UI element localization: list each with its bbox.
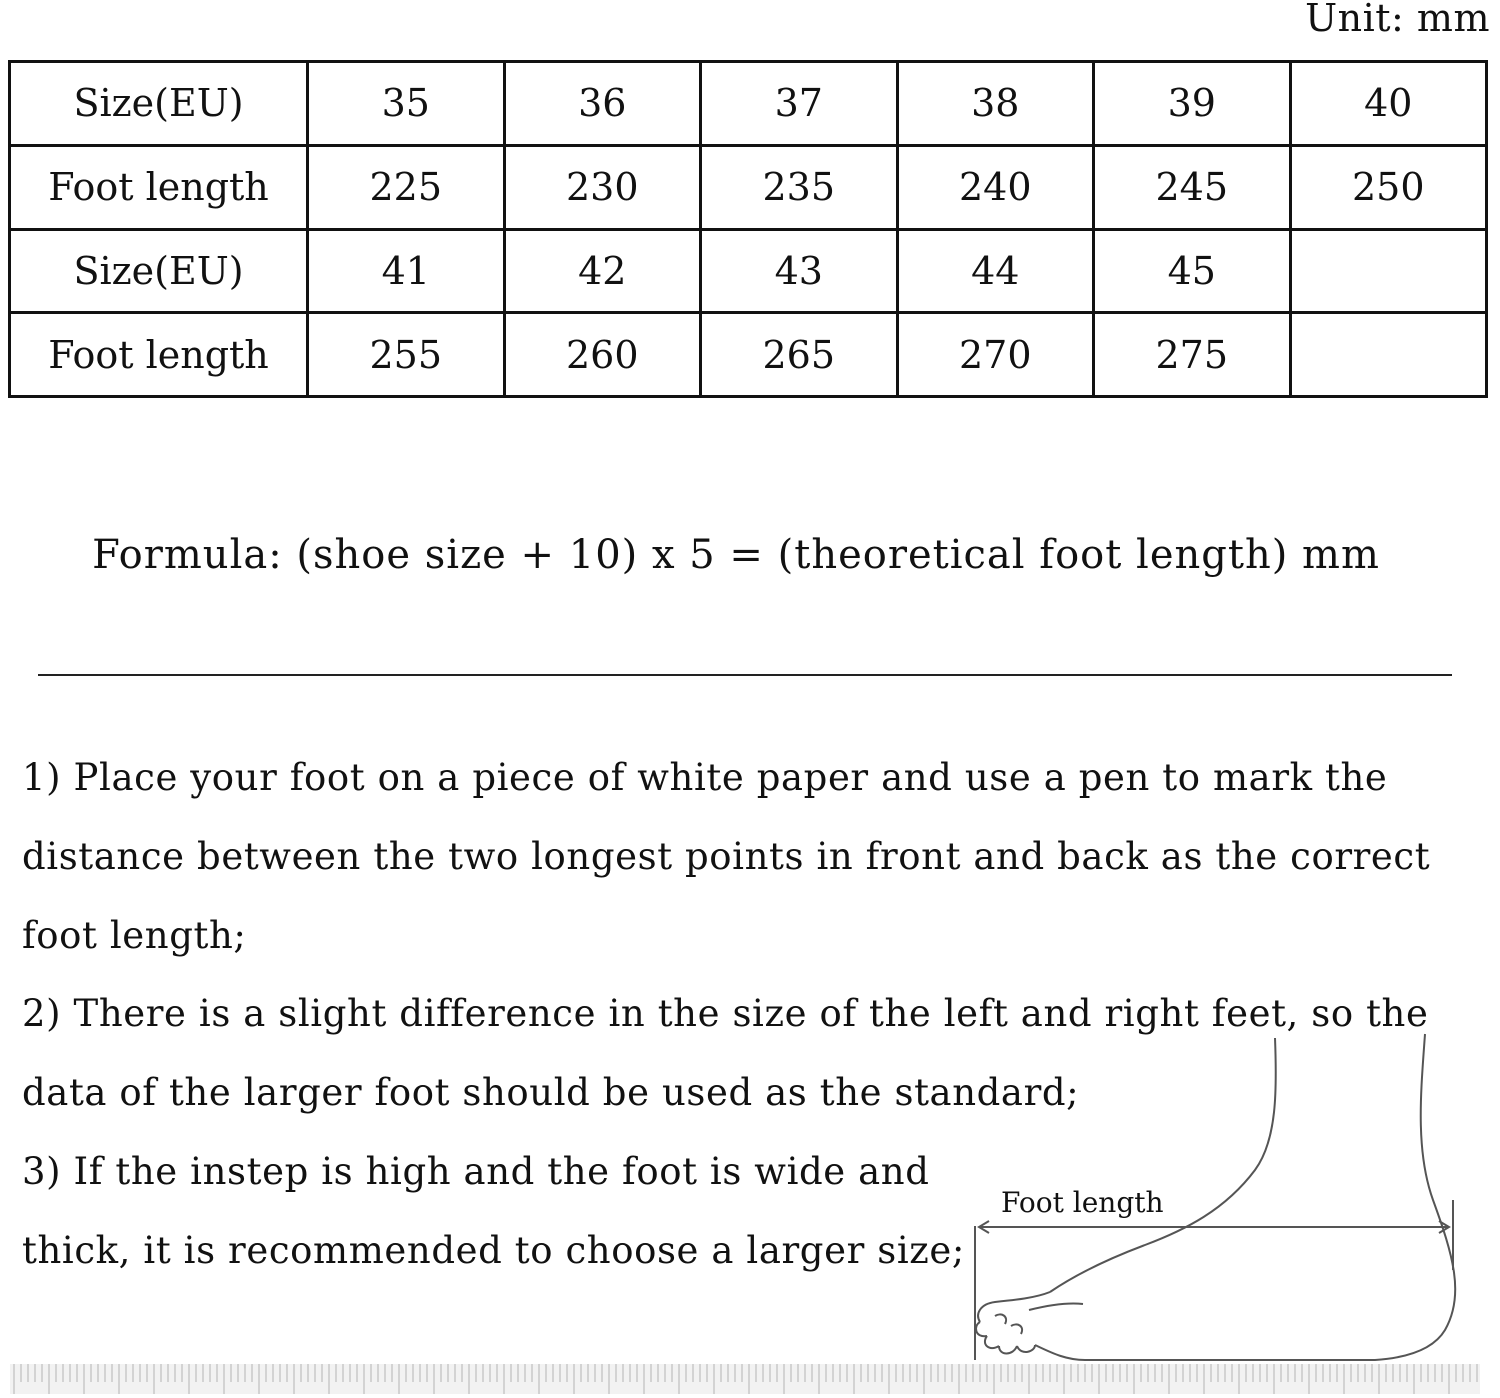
table-cell: 39 bbox=[1094, 62, 1291, 146]
table-cell: 260 bbox=[504, 313, 701, 397]
table-cell: 37 bbox=[701, 62, 898, 146]
table-row bbox=[10, 313, 1487, 397]
unit-label: Unit: mm bbox=[1305, 0, 1490, 40]
table-cell: 265 bbox=[701, 313, 898, 397]
row-header: Foot length bbox=[10, 313, 308, 397]
table-cell: 240 bbox=[897, 145, 1094, 229]
table-cell: 235 bbox=[701, 145, 898, 229]
row-header: Foot length bbox=[10, 145, 308, 229]
instruction-line: 3) If the instep is high and the foot is wide and bbox=[22, 1150, 930, 1193]
table-row bbox=[10, 145, 1487, 229]
table-cell: 250 bbox=[1290, 145, 1487, 229]
instruction-line: 1) Place your foot on a piece of white paper and use a pen to mark the bbox=[22, 756, 1388, 799]
row-header: Size(EU) bbox=[10, 229, 308, 313]
instruction-line: distance between the two longest points in front and back as the correct bbox=[22, 835, 1431, 878]
table-cell: 225 bbox=[308, 145, 505, 229]
table-cell: 41 bbox=[308, 229, 505, 313]
table-cell: 45 bbox=[1094, 229, 1291, 313]
instruction-line: 2) There is a slight difference in the size of the left and right feet, so the bbox=[22, 992, 1429, 1035]
table-row bbox=[10, 229, 1487, 313]
table-cell: 42 bbox=[504, 229, 701, 313]
divider bbox=[38, 674, 1452, 676]
table-cell: 270 bbox=[897, 313, 1094, 397]
formula-text: Formula: (shoe size + 10) x 5 = (theoretical foot length) mm bbox=[92, 532, 1380, 578]
instruction-line: data of the larger foot should be used as the standard; bbox=[22, 1071, 1080, 1114]
ruler-strip bbox=[0, 1360, 1500, 1398]
size-chart-table bbox=[8, 60, 1488, 398]
table-cell bbox=[1290, 229, 1487, 313]
table-row bbox=[10, 62, 1487, 146]
table-cell: 275 bbox=[1094, 313, 1291, 397]
table-cell: 44 bbox=[897, 229, 1094, 313]
table-cell bbox=[1290, 313, 1487, 397]
table-cell: 230 bbox=[504, 145, 701, 229]
row-header: Size(EU) bbox=[10, 62, 308, 146]
instruction-line: foot length; bbox=[22, 914, 247, 957]
table-cell: 36 bbox=[504, 62, 701, 146]
table-cell: 255 bbox=[308, 313, 505, 397]
table-cell: 38 bbox=[897, 62, 1094, 146]
table-cell: 35 bbox=[308, 62, 505, 146]
table-cell: 40 bbox=[1290, 62, 1487, 146]
instruction-line: thick, it is recommended to choose a larger size; bbox=[22, 1229, 965, 1272]
foot-length-label: Foot length bbox=[1001, 1186, 1164, 1219]
table-cell: 245 bbox=[1094, 145, 1291, 229]
table-cell: 43 bbox=[701, 229, 898, 313]
